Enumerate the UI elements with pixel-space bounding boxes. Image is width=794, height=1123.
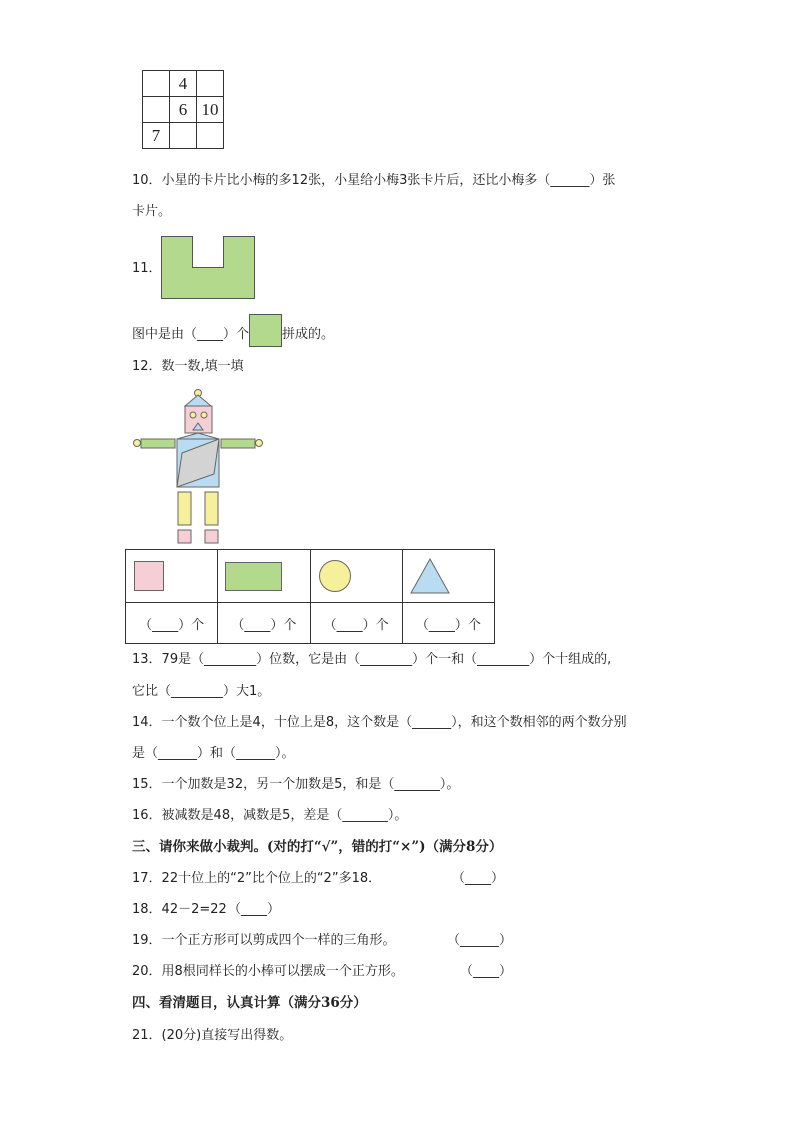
arm-rectangle-icon bbox=[141, 439, 175, 448]
hand-circle-icon bbox=[134, 440, 141, 447]
shape-cell bbox=[310, 550, 402, 603]
eye-circle-icon bbox=[190, 412, 196, 418]
caption-before: 图中是由（____）个 bbox=[132, 327, 250, 342]
triangle-shape-icon bbox=[410, 558, 450, 594]
rectangle-shape-icon bbox=[225, 562, 282, 591]
question-20-blank[interactable]: （____） bbox=[460, 964, 513, 979]
neck-triangle-icon bbox=[177, 433, 219, 439]
grid-cell: 4 bbox=[170, 71, 197, 97]
shape-cell bbox=[402, 550, 494, 603]
square-shape-icon bbox=[134, 561, 164, 591]
number-grid bbox=[142, 70, 224, 149]
question-13-line1: 13．79是（________）位数，它是由（________）个一和（________）个十组成的, bbox=[132, 652, 612, 667]
question-14-line1: 14．一个数个位上是4，十位上是8，这个数是（______），和这个数相邻的两个数分别 bbox=[132, 715, 627, 730]
grid-cell: 6 bbox=[170, 97, 197, 123]
question-19-blank[interactable]: （______） bbox=[447, 933, 513, 948]
section-4-heading: 四、看清题目，认真计算（满分36分） bbox=[132, 995, 367, 1011]
hand-circle-icon bbox=[256, 440, 263, 447]
circle-shape-icon bbox=[319, 560, 351, 592]
question-18-blank[interactable]: （____） bbox=[228, 902, 281, 917]
circle-count-blank[interactable]: （____）个 bbox=[310, 603, 402, 644]
grid-cell: 10 bbox=[197, 97, 224, 123]
grid-row bbox=[143, 123, 224, 149]
grid-cell[interactable] bbox=[143, 97, 170, 123]
triangle-count-blank[interactable]: （____）个 bbox=[402, 603, 494, 644]
grid-cell: 7 bbox=[143, 123, 170, 149]
question-10-line1: 10．小星的卡片比小梅的多12张，小星给小梅3张卡片后，还比小梅多（______）张 bbox=[132, 173, 616, 188]
shape-icon-row bbox=[126, 550, 495, 603]
question-19-text: 19．一个正方形可以剪成四个一样的三角形。 bbox=[132, 933, 396, 948]
grid-row bbox=[143, 97, 224, 123]
question-11-number: 11． bbox=[132, 261, 162, 276]
question-10-line2: 卡片。 bbox=[132, 204, 172, 219]
caption-after: 拼成的。 bbox=[282, 327, 335, 342]
grid-row bbox=[143, 71, 224, 97]
unit-square-icon bbox=[249, 314, 282, 347]
rectangle-count-blank[interactable]: （____）个 bbox=[218, 603, 310, 644]
foot-square-icon bbox=[178, 530, 191, 543]
question-14-line2: 是（______）和（______）。 bbox=[132, 746, 295, 761]
hat-triangle-icon bbox=[185, 395, 211, 406]
question-12-title: 12．数一数,填一填 bbox=[132, 359, 244, 374]
square-count-blank[interactable]: （____）个 bbox=[126, 603, 218, 644]
section-3-heading: 三、请你来做小裁判。(对的打“√”，错的打“×”)（满分8分） bbox=[132, 839, 503, 855]
leg-rectangle-icon bbox=[178, 492, 191, 525]
foot-square-icon bbox=[205, 530, 218, 543]
question-18-text: 18．42－2=22 bbox=[132, 902, 227, 917]
shape-cell bbox=[218, 550, 310, 603]
arm-rectangle-icon bbox=[221, 439, 255, 448]
question-13-line2: 它比（________）大1。 bbox=[132, 684, 271, 699]
leg-rectangle-icon bbox=[205, 492, 218, 525]
robot-figure bbox=[130, 386, 270, 548]
grid-cell[interactable] bbox=[197, 123, 224, 149]
shape-cell bbox=[126, 550, 218, 603]
question-17-blank[interactable]: （____） bbox=[452, 871, 505, 886]
grid-cell[interactable] bbox=[143, 71, 170, 97]
question-17-text: 17．22十位上的“2”比个位上的“2”多18． bbox=[132, 871, 382, 886]
u-shape-figure bbox=[161, 236, 256, 300]
question-15: 15．一个加数是32，另一个加数是5，和是（_______）。 bbox=[132, 777, 460, 792]
question-17 bbox=[132, 870, 381, 888]
question-20-text: 20．用8根同样长的小棒可以摆成一个正方形。 bbox=[132, 964, 404, 979]
question-16: 16．被减数是48，减数是5，差是（_______）。 bbox=[132, 808, 408, 823]
question-11-caption bbox=[132, 322, 334, 347]
eye-circle-icon bbox=[201, 412, 207, 418]
question-21: 21．(20分)直接写出得数。 bbox=[132, 1028, 293, 1043]
grid-cell[interactable] bbox=[170, 123, 197, 149]
grid-cell[interactable] bbox=[197, 71, 224, 97]
shape-count-table bbox=[125, 549, 495, 644]
shape-count-row bbox=[126, 603, 495, 644]
